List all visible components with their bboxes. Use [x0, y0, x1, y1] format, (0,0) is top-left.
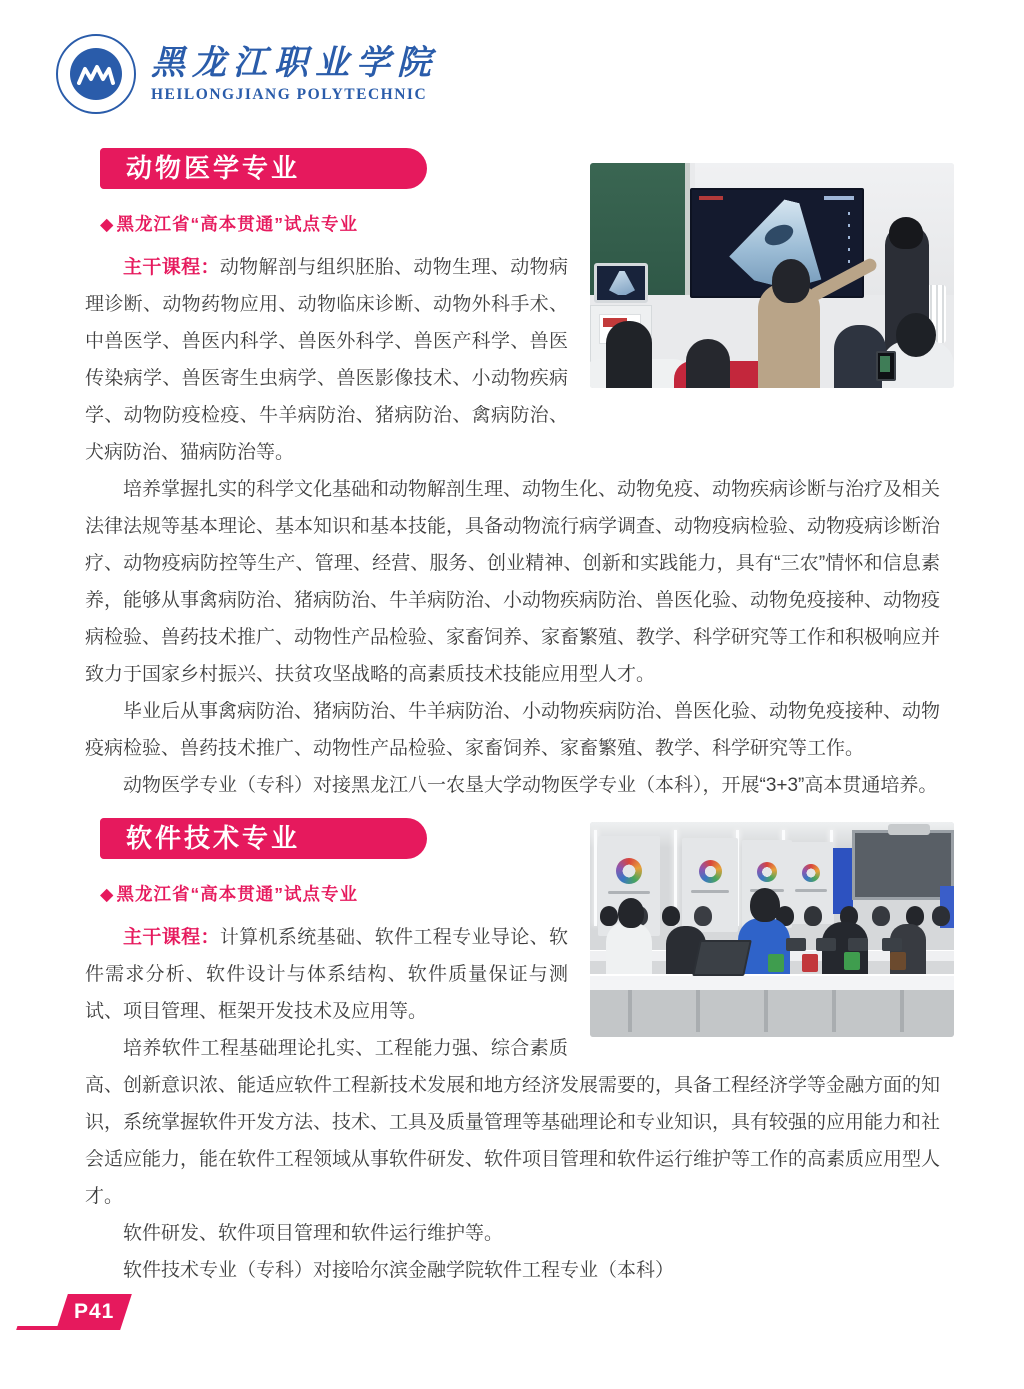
laptop [848, 938, 868, 951]
school-name-cn: 黑龙江职业学院 [151, 44, 438, 82]
desk-item [768, 954, 784, 972]
courses-text: 计算机系统基础、软件工程专业导论、软件需求分析、软件设计与体系结构、软件质量保证与测试、项目管理、框架开发技术及应用等。 [85, 927, 568, 1022]
ultrasound-fan-small [609, 271, 635, 295]
section-title: 动物医学专业 [126, 153, 301, 183]
student-silhouette [804, 906, 822, 926]
company-swirl-logo-icon [699, 860, 722, 883]
desk-row-front [590, 974, 954, 990]
student-white-jacket [606, 922, 652, 980]
page-number: P41 [73, 1300, 115, 1323]
wall-screen [852, 830, 954, 900]
school-name-en: HEILONGJIANG POLYTECHNIC [151, 86, 428, 104]
screen-hud [824, 196, 854, 200]
student-silhouette [872, 906, 890, 926]
school-logo-header [56, 34, 438, 114]
ultrasound-cart-monitor [594, 263, 648, 303]
career-paragraph: 软件研发、软件项目管理和软件运行维护等。 [123, 1223, 504, 1244]
pilot-program-label: 黑龙江省“高本贯通”试点专业 [116, 884, 358, 904]
page-content [85, 148, 940, 1289]
photo-animal-medicine-class [590, 163, 954, 388]
courses-label: 主干课程： [123, 927, 220, 948]
student-silhouette [772, 259, 810, 303]
pilot-program-label: 黑龙江省“高本贯通”试点专业 [116, 214, 358, 234]
seal-mountain-wave-icon [70, 48, 122, 100]
training-objective-paragraph: 培养软件工程基础理论扎实、工程能力强、综合素质高、创新意识浓、能适应软件工程新技术发展和地方经济发展需要的，具备工程经济学等金融方面的知识，系统掌握软件开发方法、技术、工具及质量管理等基础理论和专业知识，具有较强的应用能力和社会适应能力，能在软件工程领域从事软件研发、软件项目管理和软件运行维护等工作的高素质应用型人才。 [85, 1038, 941, 1207]
courses-text: 动物解剖与组织胚胎、动物生理、动物病理诊断、动物药物应用、动物临床诊断、动物外科手术、中兽医学、兽医内科学、兽医外科学、兽医产科学、兽医传染病学、兽医寄生虫病学、兽医影像技术、小动物疾病学、动物防疫检疫、牛羊病防治、猪病防治、禽病防治、犬病防治、猫病防治等。 [85, 257, 568, 463]
page-number-badge [56, 1294, 132, 1330]
articulation-paragraph: 软件技术专业（专科）对接哈尔滨金融学院软件工程专业（本科） [123, 1260, 675, 1281]
desk-item [802, 954, 818, 972]
student-silhouette [686, 339, 730, 388]
panel-caption-line [795, 889, 826, 892]
laptop [786, 938, 806, 951]
section-title: 软件技术专业 [126, 823, 301, 853]
company-swirl-logo-icon [616, 858, 642, 884]
career-paragraph: 毕业后从事禽病防治、猪病防治、牛羊病防治、小动物疾病防治、兽医化验、动物免疫接种、动物疫病检验、兽药技术推广、动物性产品检验、家畜饲养、家畜繁殖、教学、科学研究等工作。 [85, 701, 941, 759]
student-silhouette [932, 906, 950, 926]
section-body [85, 249, 940, 804]
student-silhouette [906, 906, 924, 926]
student-silhouette [750, 888, 780, 922]
desk-item [890, 952, 906, 970]
projector [888, 824, 930, 835]
student-silhouette [606, 321, 652, 388]
phone-recording [876, 351, 896, 381]
section-title-banner [100, 818, 427, 859]
panel-caption-line [691, 890, 729, 893]
diamond-bullet-icon: ◆ [100, 214, 115, 234]
company-swirl-logo-icon [802, 864, 820, 882]
training-objective-paragraph: 培养掌握扎实的科学文化基础和动物解剖生理、动物生化、动物免疫、动物疾病诊断与治疗及相关法律法规等基本理论、基本知识和基本技能，具备动物流行病学调查、动物疫病检验、动物疫病诊断治疗、动物疫病防控等生产、管理、经营、服务、创业精神、创新和实践能力，具有“三农”情怀和信息素养，能够从事禽病防治、猪病防治、牛羊病防治、小动物疾病防治、兽医化验、动物免疫接种、动物疫病检验、兽药技术推广、动物性产品检验、家畜饲养、家畜繁殖、教学、科学研究等工作和积极响应并致力于国家乡村振兴、扶贫攻坚战略的高素质技术技能应用型人才。 [85, 479, 941, 685]
student-silhouette [600, 906, 618, 926]
diamond-bullet-icon: ◆ [100, 884, 115, 904]
company-swirl-logo-icon [757, 862, 777, 882]
section-animal-medicine [85, 148, 940, 804]
courses-label: 主干课程： [123, 257, 220, 278]
desk-legs [590, 990, 954, 1032]
screen-hud [699, 196, 723, 200]
section-software-technology [85, 818, 940, 1289]
section-title-banner [100, 148, 427, 189]
panel-caption-line [608, 891, 650, 894]
section-body [85, 919, 940, 1289]
student-silhouette [694, 906, 712, 926]
laptop [882, 938, 902, 951]
school-seal-icon [56, 34, 136, 114]
blue-drape [833, 848, 853, 914]
student-silhouette [618, 898, 644, 928]
student-silhouette [896, 313, 936, 357]
desk-item [844, 952, 860, 970]
laptop [692, 940, 752, 976]
laptop [816, 938, 836, 951]
school-name-block [151, 45, 438, 103]
articulation-paragraph: 动物医学专业（专科）对接黑龙江八一农垦大学动物医学专业（本科），开展“3+3”高本贯通培养。 [123, 775, 938, 796]
light-strip [594, 830, 597, 926]
student-silhouette [662, 906, 680, 926]
photo-software-training-room [590, 822, 954, 1037]
